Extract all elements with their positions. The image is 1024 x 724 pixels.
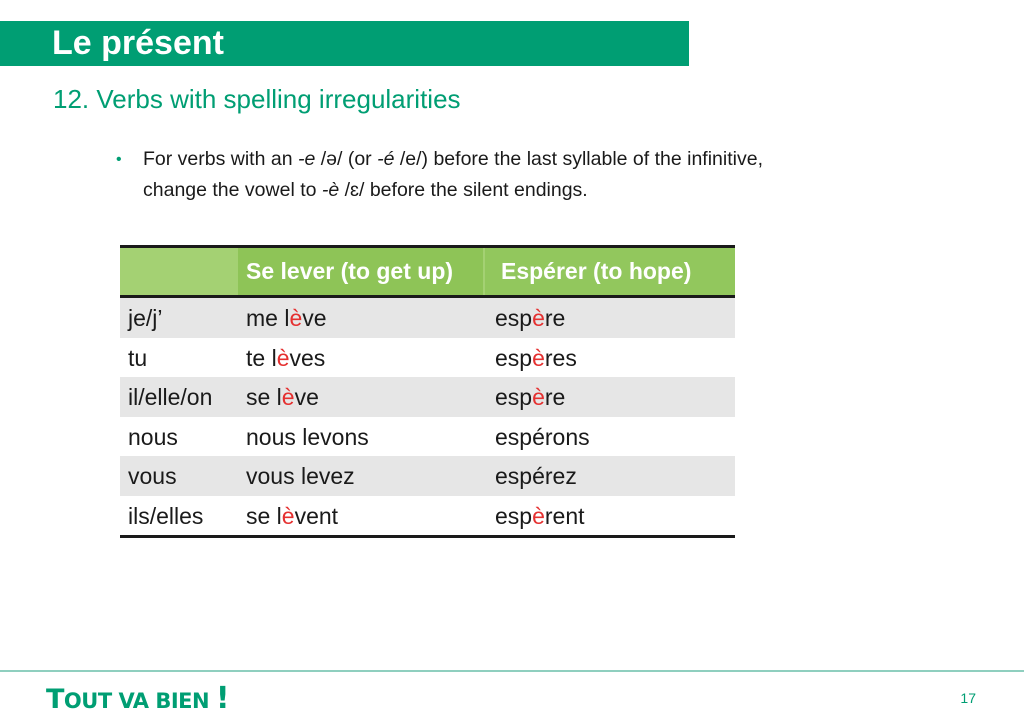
table-row: [120, 496, 735, 536]
section-subtitle: 12. Verbs with spelling irregularities: [53, 84, 461, 114]
se-lever-cell: [238, 298, 485, 338]
verb-highlight: è: [532, 502, 545, 529]
se-lever-cell: [238, 417, 485, 457]
bullet-icon: •: [116, 151, 122, 168]
page-number: 17: [960, 690, 976, 706]
se-lever-cell: [238, 377, 485, 417]
bullet-text-part: -é: [377, 148, 395, 170]
table-header: [120, 248, 735, 298]
esperer-cell: [485, 417, 735, 457]
verb-part: me l: [246, 305, 290, 331]
table-body: [120, 298, 735, 535]
bullet-text-part: /ə/ (or: [315, 148, 378, 170]
esperer-cell: [485, 456, 735, 496]
verb-part: re: [544, 305, 566, 331]
table-row: [120, 298, 735, 338]
bullet-text-part: -e: [297, 148, 316, 170]
title-bar: [0, 21, 689, 66]
verb-part: nous levons: [246, 423, 369, 450]
verb-part: vous levez: [246, 463, 355, 489]
esperer-cell: [485, 496, 735, 536]
verb-part: se l: [246, 384, 282, 410]
bullet-text-part: change the vowel to: [143, 179, 322, 201]
pronoun-cell: [120, 417, 238, 457]
footer-divider: [0, 670, 1024, 672]
pronoun-text: ils/elles: [128, 502, 204, 529]
pronoun-text: il/elle/on: [128, 384, 213, 410]
pronoun-cell: [120, 496, 238, 536]
esperer-cell: [485, 298, 735, 338]
header-cell-se-lever: Se lever (to get up): [238, 248, 485, 295]
table-row: [120, 456, 735, 496]
se-lever-cell: [238, 456, 485, 496]
pronoun-text: je/j’: [128, 305, 163, 331]
tout-va-bien-logo: [46, 681, 230, 716]
bullet-text-part: /e/) before the last syllable of the infinitive,: [394, 148, 763, 170]
verb-highlight: è: [532, 344, 545, 371]
conjugation-table: [120, 245, 735, 538]
verb-part: ves: [289, 344, 326, 371]
bullet-text-part: For verbs with an: [143, 148, 298, 170]
pronoun-cell: [120, 456, 238, 496]
esperer-cell: [485, 338, 735, 378]
pronoun-cell: [120, 377, 238, 417]
verb-part: ve: [294, 384, 319, 410]
verb-part: re: [544, 384, 566, 410]
verb-part: esp: [495, 344, 533, 371]
verb-part: esp: [495, 305, 533, 331]
verb-part: espérez: [495, 463, 577, 489]
verb-part: esp: [495, 384, 533, 410]
verb-part: esp: [495, 502, 533, 529]
verb-part: vent: [294, 502, 339, 529]
verb-highlight: è: [281, 502, 295, 529]
bullet-text: [143, 144, 903, 206]
verb-part: rent: [544, 502, 585, 529]
verb-highlight: è: [276, 344, 290, 371]
verb-part: se l: [246, 502, 282, 529]
table-row: [120, 377, 735, 417]
verb-part: espérons: [495, 423, 590, 450]
pronoun-cell: [120, 338, 238, 378]
header-cell-blank: [120, 248, 238, 295]
esperer-cell: [485, 377, 735, 417]
header-cell-esperer: Espérer (to hope): [485, 248, 735, 295]
pronoun-cell: [120, 298, 238, 338]
table-row: [120, 417, 735, 457]
table-row: [120, 338, 735, 378]
verb-highlight: è: [281, 384, 295, 410]
verb-highlight: è: [532, 384, 545, 410]
logo-text: OUT VA BIEN: [63, 689, 210, 713]
verb-part: ve: [302, 305, 327, 331]
verb-highlight: è: [532, 305, 545, 331]
verb-part: te l: [246, 344, 277, 371]
se-lever-cell: [238, 338, 485, 378]
bullet-text-part: /ɛ/ before the silent endings.: [339, 179, 588, 201]
pronoun-text: tu: [128, 344, 148, 371]
verb-highlight: è: [289, 305, 303, 331]
bullet-text-part: -è: [321, 179, 340, 201]
logo-exclamation: !: [215, 681, 230, 716]
pronoun-text: nous: [128, 423, 178, 450]
pronoun-text: vous: [128, 463, 177, 489]
se-lever-cell: [238, 496, 485, 536]
page-title: Le présent: [52, 24, 224, 62]
verb-part: res: [544, 344, 577, 371]
logo-letter: T: [46, 684, 64, 715]
